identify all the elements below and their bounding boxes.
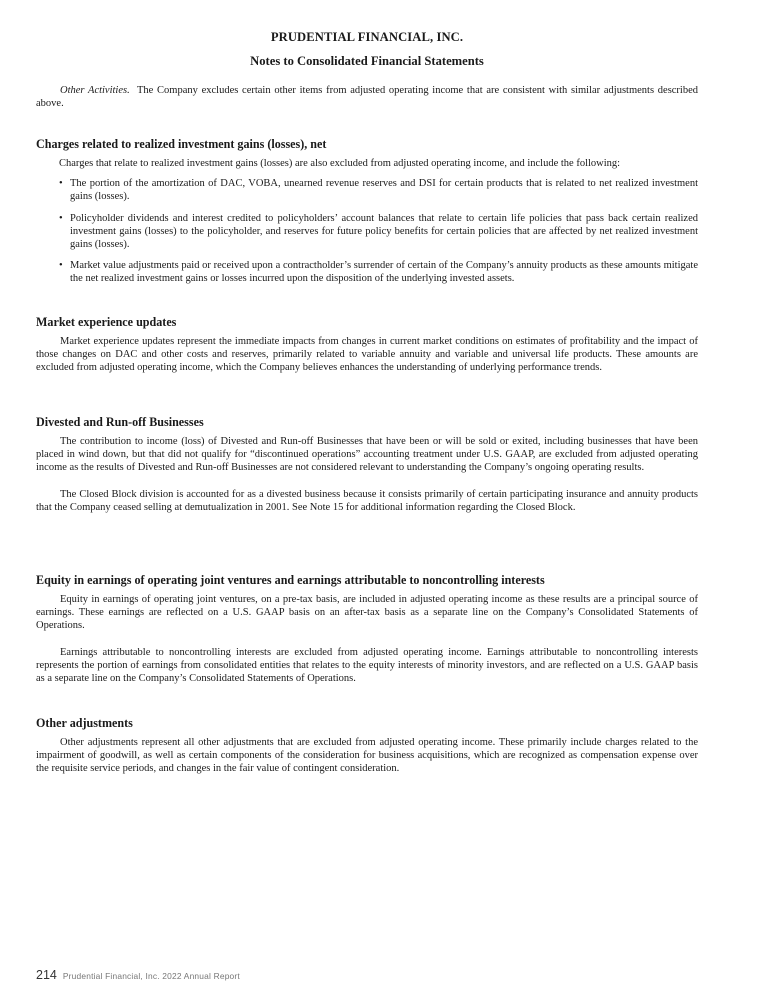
section-market xyxy=(36,315,698,375)
bullet-list xyxy=(36,177,698,285)
paragraph: The Closed Block division is accounted for as a divested business because it consists primarily of certain participating insurance and annuity products that the Company ceased selling at demutualization in 2001. See Note 15 for additional information regarding the Closed Block. xyxy=(36,488,698,513)
section-heading: Equity in earnings of operating joint ventures and earnings attributable to noncontrolling interests xyxy=(36,573,545,587)
paragraph: Equity in earnings of operating joint ventures, on a pre-tax basis, are included in adjusted operating income as these results are a principal source of earnings. These earnings are reflected on a U.S. GAAP basis on an after-tax basis as a separate line on the Company’s Consolidated Statements of Operations. xyxy=(36,594,698,632)
paragraph: The contribution to income (loss) of Divested and Run-off Businesses that have been or will be sold or exited, including businesses that have been placed in wind down, but that did not qualify for “discontinued operations” accounting treatment under U.S. GAAP, are excluded from adjusted operating income as the results of Divested and Run-off Businesses are not considered relevant to understanding the Company’s ongoing operating results. xyxy=(36,436,698,474)
page-number: 214 xyxy=(36,968,57,982)
page-subtitle: Notes to Consolidated Financial Statements xyxy=(250,54,484,68)
section-heading: Charges related to realized investment gains (losses), net xyxy=(36,137,327,151)
list-item: • The portion of the amortization of DAC, VOBA, unearned revenue reserves and DSI for certain products that is related to net realized investment gains (losses). xyxy=(59,178,698,203)
intro-lead: Other Activities. xyxy=(60,85,130,96)
paragraph: Market experience updates represent the immediate impacts from changes in current market conditions on estimates of profitability and the impact of those changes on DAC and other costs and reserves, primarily related to variable annuity and variable and universal life products. These amounts are excluded from adjusted operating income, which the Company believes enhances the understanding of underlying performance trends. xyxy=(36,336,698,374)
section-heading: Market experience updates xyxy=(36,315,177,329)
section-heading: Divested and Run-off Businesses xyxy=(36,415,204,429)
section-divested xyxy=(36,415,698,514)
list-item: • Market value adjustments paid or received upon a contractholder’s surrender of certain of the Company’s annuity products as these amounts mitigate the net realized investment gains or losses incurred upon the disposition of the underlying invested assets. xyxy=(59,260,698,285)
intro-text: The Company excludes certain other items from adjusted operating income that are consistent with similar adjustments described above. xyxy=(36,85,699,110)
section-charges xyxy=(36,137,698,294)
page-footer xyxy=(36,966,240,984)
section-heading: Other adjustments xyxy=(36,716,133,730)
section-other xyxy=(36,716,698,776)
company-title: PRUDENTIAL FINANCIAL, INC. xyxy=(270,30,464,44)
paragraph: Earnings attributable to noncontrolling interests are excluded from adjusted operating income. Earnings attributable to noncontrolling interests represents the portion of earnings from consolidated entities that relates to the equity interests of minority investors, and are reflected on a U.S. GAAP basis as a separate line on the Company’s Consolidated Statements of Operations. xyxy=(36,646,698,685)
intro-paragraph xyxy=(36,84,698,110)
section-intro: Charges that relate to realized investment gains (losses) are also excluded from adjusted operating income, and include the following: xyxy=(59,158,621,169)
footer-text: Prudential Financial, Inc. 2022 Annual Report xyxy=(62,971,240,981)
paragraph: Other adjustments represent all other adjustments that are excluded from adjusted operating income. These primarily include charges related to the impairment of goodwill, as well as certain components of the consideration for business acquisitions, which are recognized as compensation expense over the requisite service periods, and changes in the fair value of contingent consideration. xyxy=(36,737,698,775)
section-equity xyxy=(36,573,698,685)
list-item: • Policyholder dividends and interest credited to policyholders’ account balances that relate to certain life policies that pass back certain realized investment gains (losses) to the policyholder, and reserves for future policy benefits for certain policies that are affected by net realized investment gains (losses). xyxy=(59,212,698,251)
